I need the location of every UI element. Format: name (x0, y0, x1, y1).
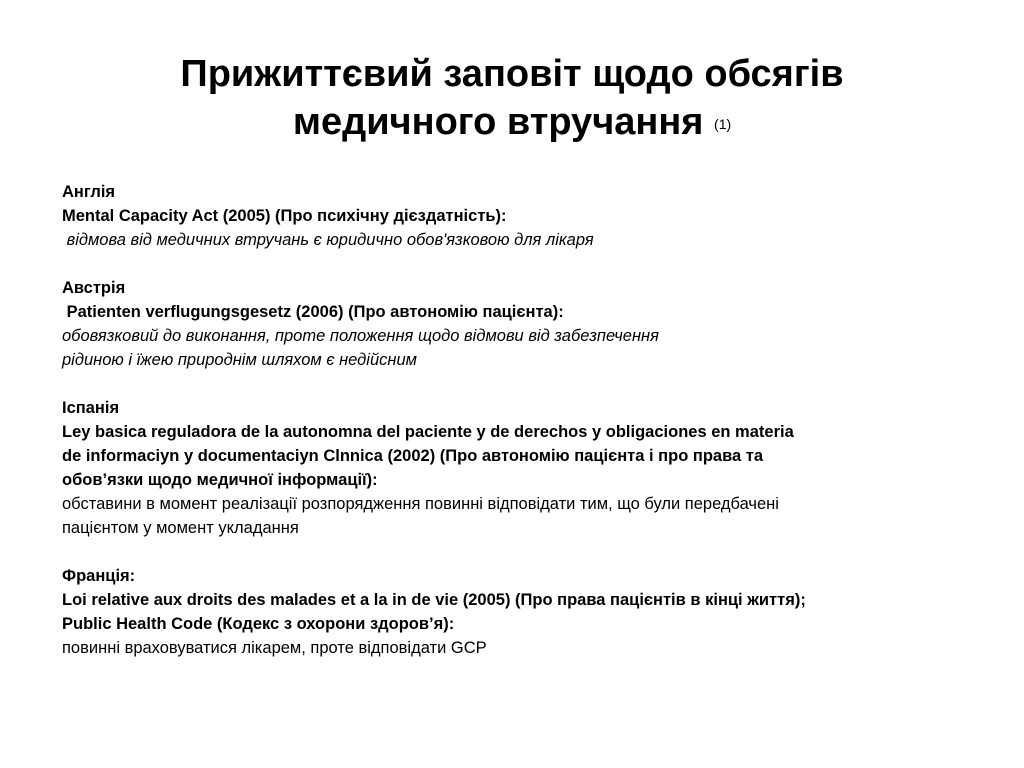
law-detail: пацієнтом у момент укладання (62, 519, 299, 537)
law-title: Patienten verflugungsgesetz (2006) (Про автономію пацієнта): (62, 303, 564, 321)
law-title-line: Public Health Code (Кодекс з охорони здоров’я): (62, 615, 455, 633)
law-title-line: Loi relative aux droits des malades et a la in de vie (2005) (Про права пацієнтів в кінці життя); (62, 591, 806, 609)
section-france (62, 564, 1002, 660)
title-line-2-text: медичного втручання (292, 101, 704, 143)
law-detail: повинні враховуватися лікарем, проте відповідати GCP (62, 639, 487, 657)
law-detail: відмова від медичних втручань є юридично обов'язковою для лікаря (62, 231, 594, 249)
title-footnote: (1) (714, 115, 732, 132)
section-england (62, 180, 1002, 252)
title-line-2 (0, 98, 1024, 148)
law-detail: рідиною і їжею природнім шляхом є недійсним (62, 351, 417, 369)
country-heading: Австрія (62, 279, 126, 297)
law-detail: обовязковий до виконання, проте положення щодо відмови від забезпечення (62, 327, 659, 345)
country-heading: Іспанія (62, 399, 120, 417)
section-spain (62, 396, 1002, 540)
law-title-line: de informaciyn y documentaciyn Clnnica (2002) (Про автономію пацієнта і про права та (62, 447, 764, 465)
law-title-line: Ley basica reguladora de la autonomna del paciente y de derechos y obligaciones en materia (62, 423, 794, 441)
law-title: Mental Capacity Act (2005) (Про психічну дієздатність): (62, 207, 507, 225)
slide-title (0, 50, 1024, 148)
title-line-1: Прижиттєвий заповіт щодо обсягів (180, 53, 844, 95)
law-detail: обставини в момент реалізації розпорядження повинні відповідати тим, що були передбачені (62, 495, 779, 513)
section-austria (62, 276, 1002, 372)
law-title-line: обов’язки щодо медичної інформації): (62, 471, 378, 489)
slide-content (62, 180, 1002, 660)
country-heading: Англія (62, 183, 116, 201)
country-heading: Франція: (62, 567, 136, 585)
